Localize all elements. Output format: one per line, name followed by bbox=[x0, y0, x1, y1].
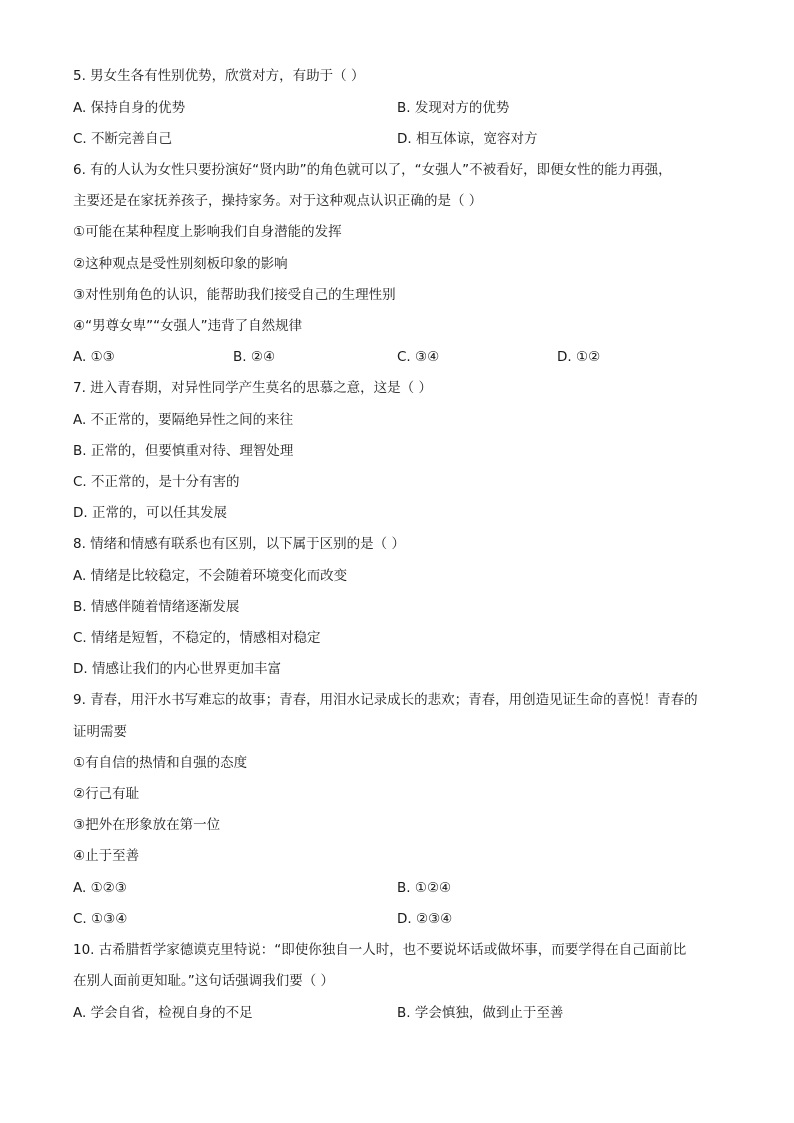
q6-option-a: A. ①③ bbox=[73, 349, 115, 365]
q9-option-d: D. ②③④ bbox=[397, 911, 453, 927]
q8-option-c: C. 情绪是短暂，不稳定的，情感相对稳定 bbox=[73, 630, 321, 646]
q5-option-b: B. 发现对方的优势 bbox=[397, 100, 510, 116]
q7-option-b: B. 正常的，但要慎重对待、理智处理 bbox=[73, 443, 294, 459]
q10-option-a: A. 学会自省，检视自身的不足 bbox=[73, 1005, 253, 1021]
q8-stem: 8. 情绪和情感有联系也有区别，以下属于区别的是（ ） bbox=[73, 536, 405, 552]
q9-statement-3: ③把外在形象放在第一位 bbox=[73, 817, 221, 833]
q10-stem-line2: 在别人面前更知耻。”这句话强调我们要（ ） bbox=[73, 973, 335, 989]
q6-statement-1: ①可能在某种程度上影响我们自身潜能的发挥 bbox=[73, 224, 342, 240]
q6-option-b: B. ②④ bbox=[233, 349, 276, 365]
q9-statement-4: ④止于至善 bbox=[73, 848, 140, 864]
q6-statement-3: ③对性别角色的认识，能帮助我们接受自己的生理性别 bbox=[73, 287, 396, 303]
q6-option-c: C. ③④ bbox=[397, 349, 440, 365]
q7-stem: 7. 进入青春期，对异性同学产生莫名的思慕之意，这是（ ） bbox=[73, 380, 432, 396]
q10-option-b: B. 学会慎独，做到止于至善 bbox=[397, 1005, 564, 1021]
q6-statement-4: ④“男尊女卑”“女强人”违背了自然规律 bbox=[73, 318, 303, 334]
q5-stem: 5. 男女生各有性别优势，欣赏对方，有助于（ ） bbox=[73, 68, 365, 84]
q6-option-d: D. ①② bbox=[557, 349, 601, 365]
q9-statement-1: ①有自信的热情和自强的态度 bbox=[73, 755, 248, 771]
q9-option-a: A. ①②③ bbox=[73, 880, 127, 896]
q9-statement-2: ②行己有耻 bbox=[73, 786, 140, 802]
q9-option-b: B. ①②④ bbox=[397, 880, 452, 896]
q6-statement-2: ②这种观点是受性别刻板印象的影响 bbox=[73, 256, 288, 272]
q6-stem-line1: 6. 有的人认为女性只要扮演好“贤内助”的角色就可以了，“女强人”不被看好，即便女性的能力再强， bbox=[73, 162, 672, 178]
q5-option-d: D. 相互体谅，宽容对方 bbox=[397, 131, 538, 147]
q7-option-d: D. 正常的，可以任其发展 bbox=[73, 505, 227, 521]
q9-stem-line1: 9. 青春，用汗水书写难忘的故事；青春，用泪水记录成长的悲欢；青春，用创造见证生命的喜悦！青春的 bbox=[73, 692, 698, 708]
q8-option-d: D. 情感让我们的内心世界更加丰富 bbox=[73, 661, 281, 677]
q7-option-c: C. 不正常的，是十分有害的 bbox=[73, 474, 240, 490]
q9-option-c: C. ①③④ bbox=[73, 911, 128, 927]
q7-option-a: A. 不正常的，要隔绝异性之间的来往 bbox=[73, 412, 294, 428]
q9-stem-line2: 证明需要 bbox=[73, 724, 127, 740]
q5-option-a: A. 保持自身的优势 bbox=[73, 100, 186, 116]
q10-stem-line1: 10. 古希腊哲学家德谟克里特说：“即使你独自一人时，也不要说坏话或做坏事，而要学得在自己面前比 bbox=[73, 942, 687, 958]
q8-option-b: B. 情感伴随着情绪逐渐发展 bbox=[73, 599, 240, 615]
q8-option-a: A. 情绪是比较稳定，不会随着环境变化而改变 bbox=[73, 568, 348, 584]
q5-option-c: C. 不断完善自己 bbox=[73, 131, 173, 147]
q6-stem-line2: 主要还是在家抚养孩子，操持家务。对于这种观点认识正确的是（ ） bbox=[73, 193, 483, 209]
